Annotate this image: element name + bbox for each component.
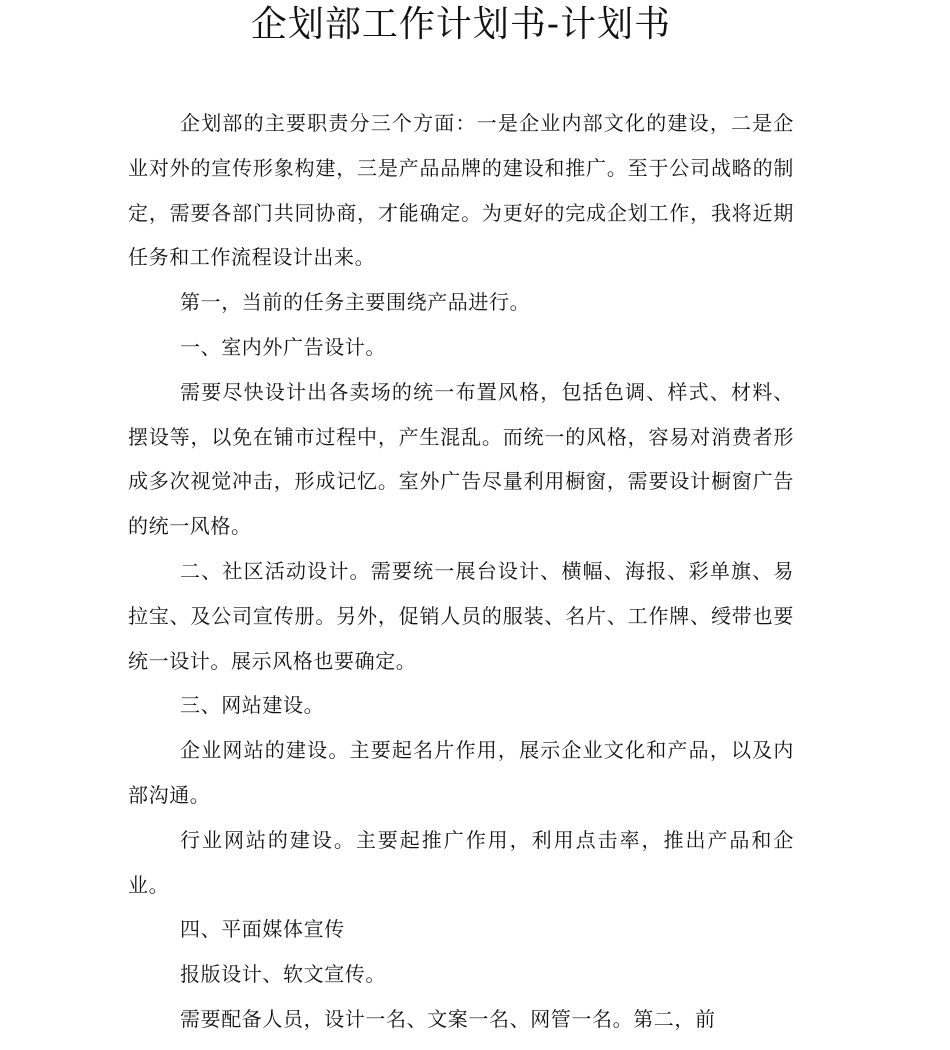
heading-website: 三、网站建设。 bbox=[180, 693, 325, 718]
paragraph-responsibilities: 企划部的主要职责分三个方面：一是企业内部文化的建设，二是企业对外的宣传形象构建，三是产品品牌的建设和推广。至于公司战略的制定，需要各部门共同协商，才能确定。为更好的完成企划工作，我将近期任务和工作流程设计出来。 bbox=[128, 111, 794, 270]
paragraph-staffing: 需要配备人员，设计一名、文案一名、网管一名。第二，前 bbox=[180, 1006, 716, 1031]
paragraph-community-events: 二、社区活动设计。需要统一展台设计、横幅、海报、彩单旗、易拉宝、及公司宣传册。另外，促销人员的服装、名片、工作牌、绶带也要统一设计。展示风格也要确定。 bbox=[128, 558, 794, 673]
paragraph-store-style: 需要尽快设计出各卖场的统一布置风格，包括色调、样式、材料、摆设等，以免在铺市过程中，产生混乱。而统一的风格，容易对消费者形成多次视觉冲击，形成记忆。室外广告尽量利用橱窗，需要设计橱窗广告的统一风格。 bbox=[128, 379, 794, 539]
document-body bbox=[128, 101, 794, 1042]
heading-indoor-outdoor-ads: 一、室内外广告设计。 bbox=[180, 334, 386, 359]
paragraph-industry-website: 行业网站的建设。主要起推广作用，利用点击率，推出产品和企业。 bbox=[128, 827, 794, 897]
paragraph-first-task: 第一，当前的任务主要围绕产品进行。 bbox=[180, 290, 531, 315]
paragraph-print-design: 报版设计、软文宣传。 bbox=[180, 962, 386, 987]
paragraph-corporate-website: 企业网站的建设。主要起名片作用，展示企业文化和产品，以及内部沟通。 bbox=[128, 738, 794, 807]
heading-print-media: 四、平面媒体宣传 bbox=[180, 917, 345, 942]
document-title: 企划部工作计划书-计划书 bbox=[250, 4, 672, 45]
